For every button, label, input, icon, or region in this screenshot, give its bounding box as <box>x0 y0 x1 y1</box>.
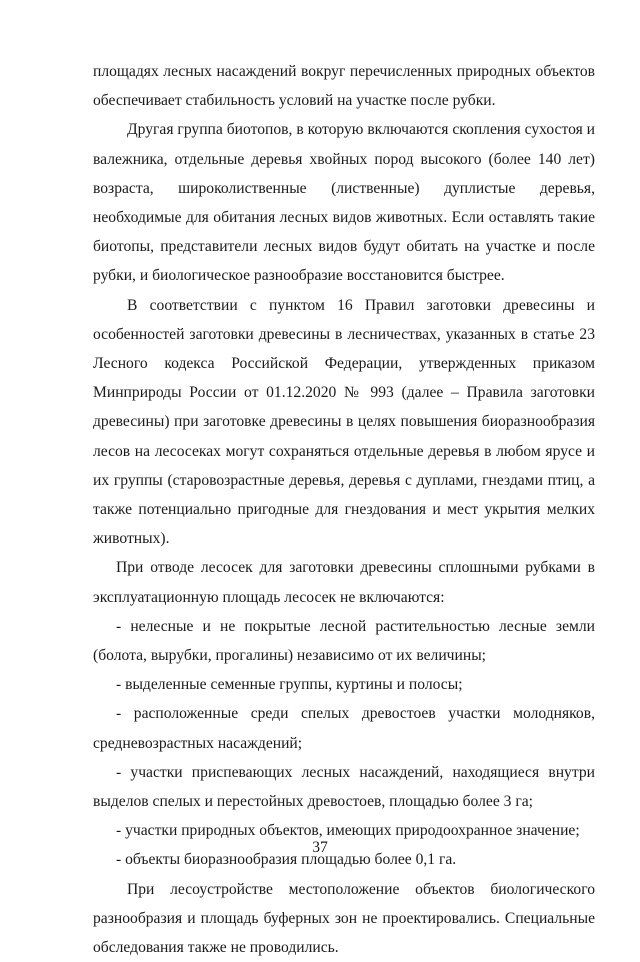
list-item-non-forest-lands: - нелесные и не покрытые лесной растительностью лесные земли (болота, вырубки, прогалины) независимо от их величины; <box>93 617 595 665</box>
body-text <box>93 57 595 962</box>
paragraph-forest-inventory: При лесоустройстве местоположение объектов биологического разнообразия и площадь буферных зон не проектировались. Специальные обследования также не проводились. <box>93 880 595 957</box>
paragraph-continuation: площадях лесных насаждений вокруг перечисленных природных объектов обеспечивает стабильность условий на участке после рубки. <box>93 63 595 110</box>
list-item-protected-objects: - участки природных объектов, имеющих природоохранное значение; <box>116 822 580 840</box>
paragraph-biotopes: Другая группа биотопов, в которую включаются скопления сухостоя и валежника, отдельные деревья хвойных пород высокого (более 140 лет) возраста, широколиственные (лиственные) дуплистые деревья, необходимые для обитания лесных видов животных. Если оставлять такие биотопы, представители лесных видов будут обитать на участке и после рубки, и биологическое разнообразие восстановится быстрее. <box>93 121 595 285</box>
list-item-biodiversity-objects: - объекты биоразнообразия площадью более 0,1 га. <box>116 851 457 869</box>
list-item-seed-groups: - выделенные семенные группы, куртины и полосы; <box>116 676 463 694</box>
paragraph-cutting-exclusions-intro: При отводе лесосек для заготовки древесины сплошными рубками в эксплуатационную площадь лесосек не включаются: <box>93 559 595 606</box>
page-number: 37 <box>312 839 328 856</box>
list-item-young-stands: - расположенные среди спелых древостоев участки молодняков, средневозрастных насаждений; <box>93 705 595 752</box>
paragraph-rules-reference: В соответствии с пунктом 16 Правил заготовки древесины и особенностей заготовки древесины в лесничествах, указанных в статье 23 Лесного кодекса Российской Федерации, утвержденных приказом Минприроды России от 01.12.2020 № 993 (далее – Правила заготовки древесины) при заготовке древесины в целях повышения биоразнообразия лесов на лесосеках могут сохраняться отдельные деревья в любом ярусе и их группы (старовозрастные деревья, деревья с дуплами, гнездами птиц, а также потенциально пригодные для гнездования и мест укрытия мелких животных). <box>93 296 595 548</box>
list-item-maturing-stands: - участки приспевающих лесных насаждений, находящиеся внутри выделов спелых и перестойных древостоев, площадью более 3 га; <box>93 763 595 811</box>
